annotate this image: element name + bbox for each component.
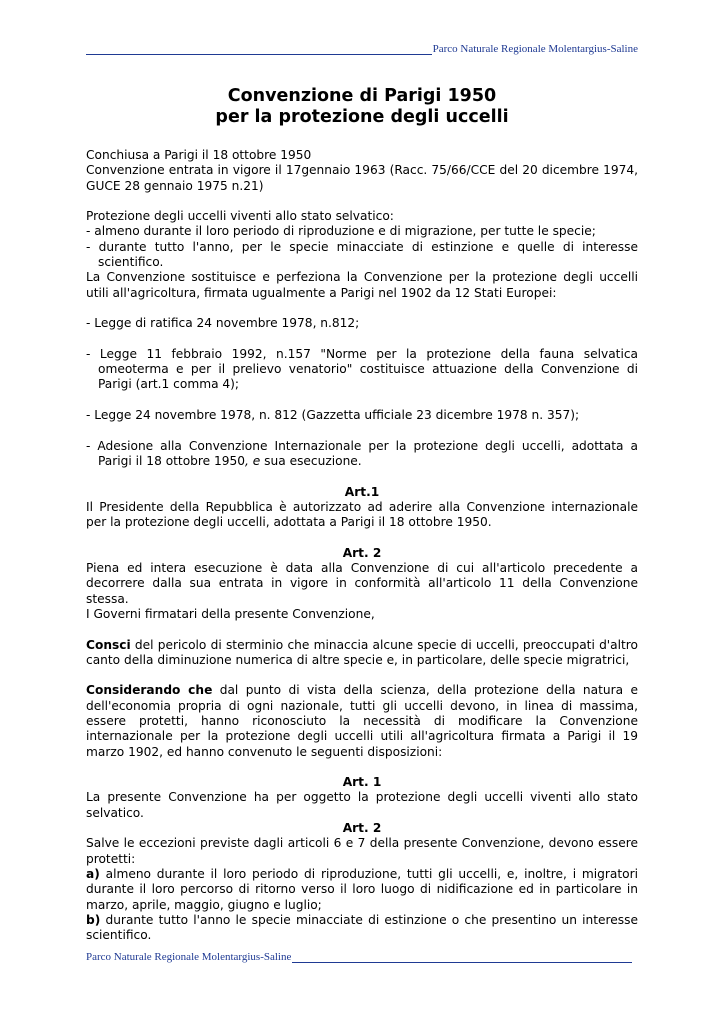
protection-heading: Protezione degli uccelli viventi allo stato selvatico: bbox=[86, 209, 394, 224]
consci-text: del pericolo di sterminio che minaccia alcune specie di uccelli, preoccupati d'altro canto della diminuzione numerica di altre specie e, in particolare, delle specie migratrici, bbox=[86, 637, 638, 667]
article-text: Salve le eccezioni previste dagli articoli 6 e 7 della presente Convenzione, devono essere protetti: bbox=[86, 836, 638, 866]
law-item: - Legge 11 febbraio 1992, n.157 "Norme per la protezione della fauna selvatica omeoterma e per il prelievo venatorio" costituisce attuazione della Convenzione di Parigi (art.1 comma 4); bbox=[86, 346, 638, 392]
consci-bold: Consci bbox=[86, 637, 131, 652]
protection-item: - almeno durante il loro periodo di riproduzione e di migrazione, per tutte le specie; bbox=[86, 224, 596, 239]
article-item-a bbox=[86, 867, 638, 913]
article-heading: Art. 1 bbox=[342, 775, 382, 790]
article-heading: Art. 2 bbox=[342, 821, 382, 836]
document-title bbox=[86, 86, 638, 128]
item-b-label: b) bbox=[86, 912, 101, 927]
document-body bbox=[86, 148, 638, 943]
article-heading: Art.1 bbox=[344, 484, 380, 499]
governments-line: I Governi firmatari della presente Convenzione, bbox=[86, 606, 375, 621]
law-item: - Legge di ratifica 24 novembre 1978, n.812; bbox=[86, 316, 360, 331]
protection-item: - durante tutto l'anno, per le specie minacciate di estinzione e quelle di interesse scientifico. bbox=[86, 239, 638, 270]
in-force-line: Convenzione entrata in vigore il 17gennaio 1963 (Racc. 75/66/CCE del 20 dicembre 1974, GUCE 28 gennaio 1975 n.21) bbox=[86, 163, 638, 193]
considerando-text: dal punto di vista della scienza, della protezione della natura e dell'economia propria di ogni nazionale, tutti gli uccelli devono, in linea di massima, essere protetti, hanno riconosciuto la necessità di modificare la Convenzione internazionale per la protezione degli uccelli utili all'agricoltura firmata a Parigi il 19 marzo 1902, ed hanno convenuto le seguenti disposizioni: bbox=[86, 683, 638, 759]
footer-rule bbox=[292, 951, 632, 963]
article-text: Il Presidente della Repubblica è autorizzato ad aderire alla Convenzione internazionale per la protezione degli uccelli, adottata a Parigi il 18 ottobre 1950. bbox=[86, 499, 638, 530]
considerando-bold: Considerando che bbox=[86, 683, 213, 698]
header-rule bbox=[86, 43, 432, 55]
page-header bbox=[86, 43, 638, 55]
item-b-text: durante tutto l'anno le specie minacciate di estinzione o che presentino un interesse scientifico. bbox=[86, 912, 638, 943]
consci-paragraph bbox=[86, 638, 638, 669]
article-heading: Art. 2 bbox=[342, 545, 382, 560]
item-a-label: a) bbox=[86, 866, 100, 881]
protection-note: La Convenzione sostituisce e perfeziona la Convenzione per la protezione degli uccelli utili all'agricoltura, firmata ugualmente a Parigi nel 1902 da 12 Stati Europei: bbox=[86, 270, 638, 300]
concluded-line: Conchiusa a Parigi il 18 ottobre 1950 bbox=[86, 148, 312, 162]
article-text: Piena ed intera esecuzione è data alla Convenzione di cui all'articolo precedente a decorrere dalla sua entrata in vigore in conformità all'articolo 11 della Convenzione stessa. bbox=[86, 561, 638, 606]
article-text: La presente Convenzione ha per oggetto la protezione degli uccelli viventi allo stato selvatico. bbox=[86, 790, 638, 820]
adhesion-suffix: sua esecuzione. bbox=[260, 453, 362, 468]
adhesion-prefix: - Adesione alla Convenzione Internazionale per la protezione degli uccelli, adottata a Parigi il 18 ottobre 1950 bbox=[86, 438, 638, 468]
adhesion-item bbox=[86, 439, 638, 470]
adhesion-italic: , e bbox=[245, 453, 261, 468]
law-item: - Legge 24 novembre 1978, n. 812 (Gazzetta ufficiale 23 dicembre 1978 n. 357); bbox=[86, 408, 580, 423]
considerando-paragraph bbox=[86, 683, 638, 759]
page-footer bbox=[86, 951, 638, 963]
header-text: Parco Naturale Regionale Molentargius-Saline bbox=[432, 43, 638, 55]
title-line-1: Convenzione di Parigi 1950 bbox=[227, 86, 497, 106]
title-line-2: per la protezione degli uccelli bbox=[215, 107, 509, 127]
article-item-b bbox=[86, 913, 638, 944]
item-a-text: almeno durante il loro periodo di riproduzione, tutti gli uccelli, e, inoltre, i migratori durante il loro percorso di ritorno verso il loro luogo di nidificazione ed in particolare in marzo, aprile, maggio, giugno e luglio; bbox=[86, 866, 638, 912]
footer-text: Parco Naturale Regionale Molentargius-Saline bbox=[86, 951, 292, 963]
